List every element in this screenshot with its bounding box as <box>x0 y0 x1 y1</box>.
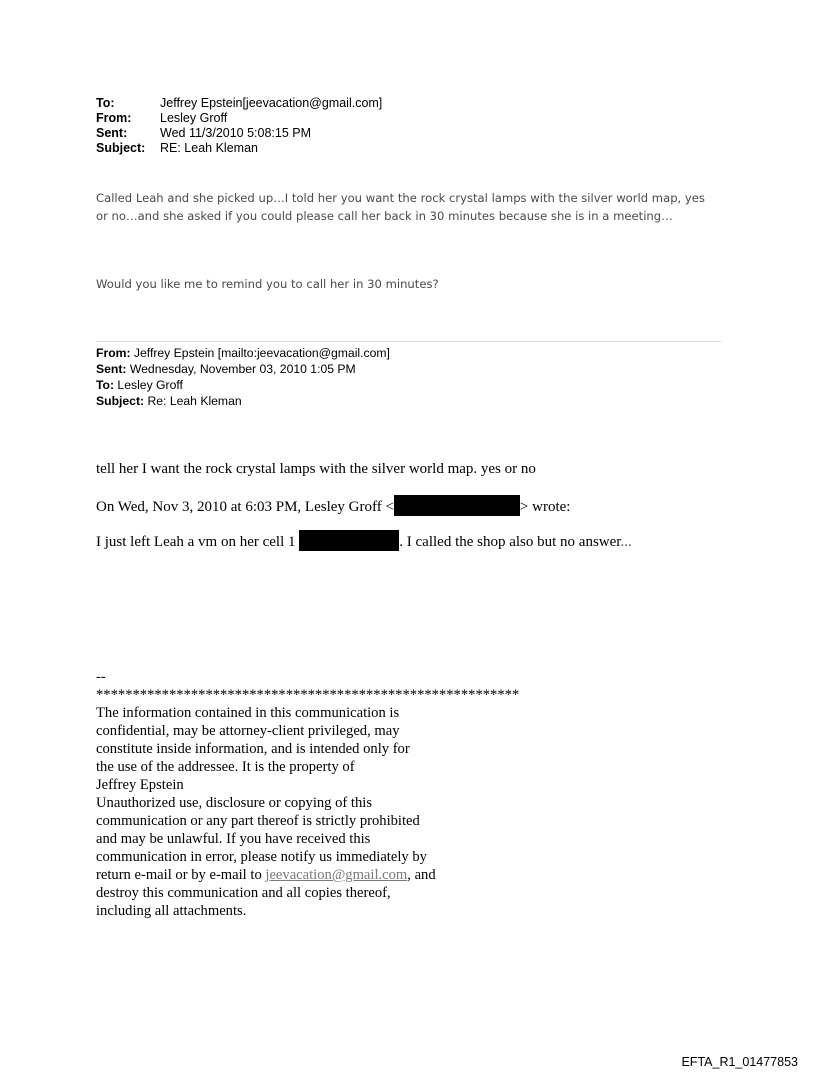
quoted-to-label: To: <box>96 378 115 392</box>
quoted-message-line-3 <box>96 530 632 551</box>
header-sent-row <box>96 126 382 141</box>
header-subject-label: Subject: <box>96 141 146 155</box>
quoted-to-row <box>96 377 390 393</box>
signature-stars: ********************************************************** <box>96 687 520 703</box>
header-subject-row <box>96 141 382 156</box>
reply-paragraph-2: Would you like me to remind you to call her in 30 minutes? <box>96 277 439 291</box>
quoted-from-label: From: <box>96 346 131 360</box>
quoted-sent-value: Wednesday, November 03, 2010 1:05 PM <box>126 362 356 376</box>
quoted-subject-row <box>96 393 390 409</box>
disclaimer-line: Jeffrey Epstein <box>96 777 184 793</box>
bates-number: EFTA_R1_01477853 <box>681 1055 798 1069</box>
reply-paragraph-1 <box>96 189 726 225</box>
header-from-value: Lesley Groff <box>160 111 228 125</box>
redaction-box <box>394 495 520 516</box>
quoted-message-line-1: tell her I want the rock crystal lamps with the silver world map. yes or no <box>96 461 536 477</box>
signature-dashes: -- <box>96 669 106 685</box>
disclaimer-line: confidential, may be attorney-client privileged, may <box>96 723 400 739</box>
redaction-box <box>299 530 399 551</box>
email-header <box>96 96 382 156</box>
quoted-sent-label: Sent: <box>96 362 127 376</box>
disclaimer-line: destroy this communication and all copies thereof, <box>96 885 391 901</box>
disclaimer-return-suffix: , and <box>407 867 436 883</box>
quoted-divider <box>96 341 721 342</box>
header-to-row <box>96 96 382 111</box>
quoted-from-row <box>96 345 390 361</box>
quoted-line-3-ellipsis: ... <box>620 534 632 550</box>
header-from-label: From: <box>96 111 132 125</box>
header-subject-value: RE: Leah Kleman <box>160 141 258 155</box>
quoted-attribution-prefix: On Wed, Nov 3, 2010 at 6:03 PM, Lesley Groff < <box>96 499 394 515</box>
header-to-label: To: <box>96 96 115 110</box>
disclaimer-line: communication or any part thereof is strictly prohibited <box>96 813 420 829</box>
reply-paragraph-1-line-2: or no…and she asked if you could please call her back in 30 minutes because she is in a meeting… <box>96 209 673 223</box>
header-sent-label: Sent: <box>96 126 128 140</box>
disclaimer-line: The information contained in this communication is <box>96 705 400 721</box>
quoted-line-3-middle: . I called the shop also but no answer <box>399 534 621 550</box>
disclaimer-line: the use of the addressee. It is the property of <box>96 759 355 775</box>
quoted-line-3-prefix: I just left Leah a vm on her cell 1 <box>96 534 300 550</box>
disclaimer-block <box>96 668 519 920</box>
quoted-subject-label: Subject: <box>96 394 145 408</box>
disclaimer-line: constitute inside information, and is intended only for <box>96 741 410 757</box>
quoted-message-line-2 <box>96 495 570 516</box>
quoted-attribution-suffix: > wrote: <box>519 499 571 515</box>
quoted-to-value: Lesley Groff <box>114 378 183 392</box>
disclaimer-line: communication in error, please notify us immediately by <box>96 849 427 865</box>
disclaimer-return-prefix: return e-mail or by e-mail to <box>96 867 266 883</box>
reply-paragraph-1-line-1: Called Leah and she picked up…I told her you want the rock crystal lamps with the silver world map, yes <box>96 191 705 205</box>
disclaimer-line: including all attachments. <box>96 903 247 919</box>
header-to-value: Jeffrey Epstein[jeevacation@gmail.com] <box>160 96 383 110</box>
header-sent-value: Wed 11/3/2010 5:08:15 PM <box>160 126 312 140</box>
quoted-header <box>96 345 390 409</box>
header-from-row <box>96 111 382 126</box>
quoted-subject-value: Re: Leah Kleman <box>144 394 242 408</box>
disclaimer-line: and may be unlawful. If you have received this <box>96 831 371 847</box>
quoted-from-value: Jeffrey Epstein [mailto:jeevacation@gmail.com] <box>130 346 390 360</box>
quoted-sent-row <box>96 361 390 377</box>
disclaimer-line-return <box>96 866 519 884</box>
disclaimer-line: Unauthorized use, disclosure or copying of this <box>96 795 373 811</box>
disclaimer-email-link[interactable]: jeevacation@gmail.com <box>265 867 408 883</box>
